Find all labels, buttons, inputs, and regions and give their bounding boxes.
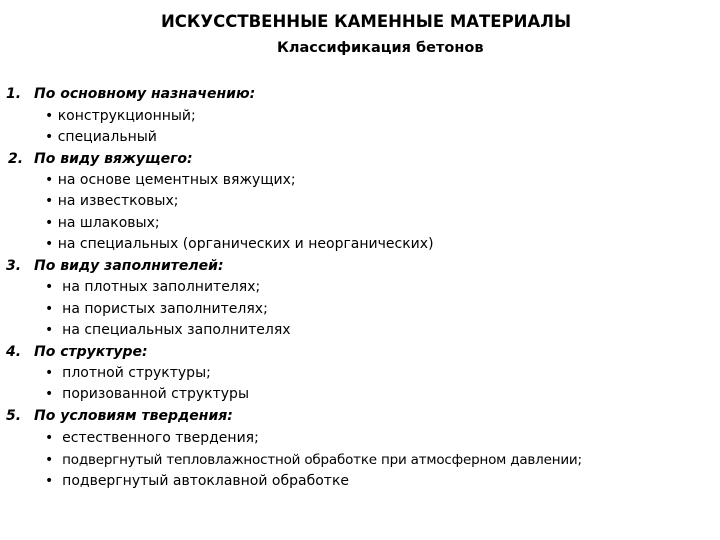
list-item-text: на специальных (органических и неорганических) — [57, 236, 434, 252]
list-item — [45, 384, 249, 404]
section-heading-text: По виду заполнителей: — [34, 258, 224, 274]
section-heading-text: По структуре: — [34, 344, 148, 360]
page-subtitle: Классификация бетонов — [277, 40, 484, 56]
list-item-text: плотной структуры; — [62, 365, 211, 381]
section-number: 4. — [6, 344, 22, 360]
list-item — [45, 191, 179, 211]
list-item — [45, 127, 157, 147]
list-item-text: на плотных заполнителях; — [62, 279, 261, 295]
list-item-text: на пористых заполнителях; — [62, 301, 268, 317]
page-title: ИСКУССТВЕННЫЕ КАМЕННЫЕ МАТЕРИАЛЫ — [161, 12, 572, 31]
bullet: • — [45, 386, 54, 402]
section-heading-text: По виду вяжущего: — [34, 151, 193, 167]
section-heading-text: По условиям твердения: — [34, 408, 233, 424]
list-item — [45, 299, 268, 319]
bullet: • — [45, 108, 54, 124]
bullet: • — [45, 172, 54, 188]
list-item — [45, 320, 291, 340]
bullet: • — [45, 236, 54, 252]
section-heading-text: По основному назначению: — [34, 86, 256, 102]
list-item — [45, 471, 349, 491]
section-number: 2. — [8, 151, 24, 167]
list-item-text: на основе цементных вяжущих; — [57, 172, 296, 188]
section-number: 1. — [6, 86, 22, 102]
section-number: 5. — [6, 408, 22, 424]
list-item — [45, 170, 296, 190]
bullet: • — [45, 322, 54, 338]
list-item-text: подвергнутый автоклавной обработке — [62, 473, 350, 489]
list-item-text: на известковых; — [57, 193, 179, 209]
bullet: • — [45, 473, 54, 489]
list-item — [45, 106, 196, 126]
bullet: • — [45, 129, 54, 145]
list-item — [45, 450, 582, 470]
bullet: • — [45, 365, 54, 381]
list-item-text: поризованной структуры — [62, 386, 249, 402]
list-item-text: на специальных заполнителях — [62, 322, 291, 338]
section-heading — [6, 406, 233, 426]
list-item — [45, 363, 211, 383]
section-heading — [6, 84, 255, 104]
list-item — [45, 213, 160, 233]
bullet: • — [45, 279, 54, 295]
bullet: • — [45, 430, 54, 446]
list-item-text: конструкционный; — [57, 108, 196, 124]
list-item — [45, 428, 259, 448]
list-item-text: естественного твердения; — [62, 430, 259, 446]
section-heading — [6, 342, 148, 362]
section-number: 3. — [6, 258, 22, 274]
section-heading — [6, 256, 224, 276]
list-item-text: специальный — [57, 129, 157, 145]
list-item — [45, 234, 434, 254]
list-item-text: подвергнутый тепловлажностной обработке при атмосферном давлении; — [62, 452, 582, 468]
bullet: • — [45, 301, 54, 317]
bullet: • — [45, 452, 54, 468]
list-item — [45, 277, 260, 297]
section-heading — [8, 149, 193, 169]
list-item-text: на шлаковых; — [57, 215, 160, 231]
bullet: • — [45, 193, 54, 209]
bullet: • — [45, 215, 54, 231]
